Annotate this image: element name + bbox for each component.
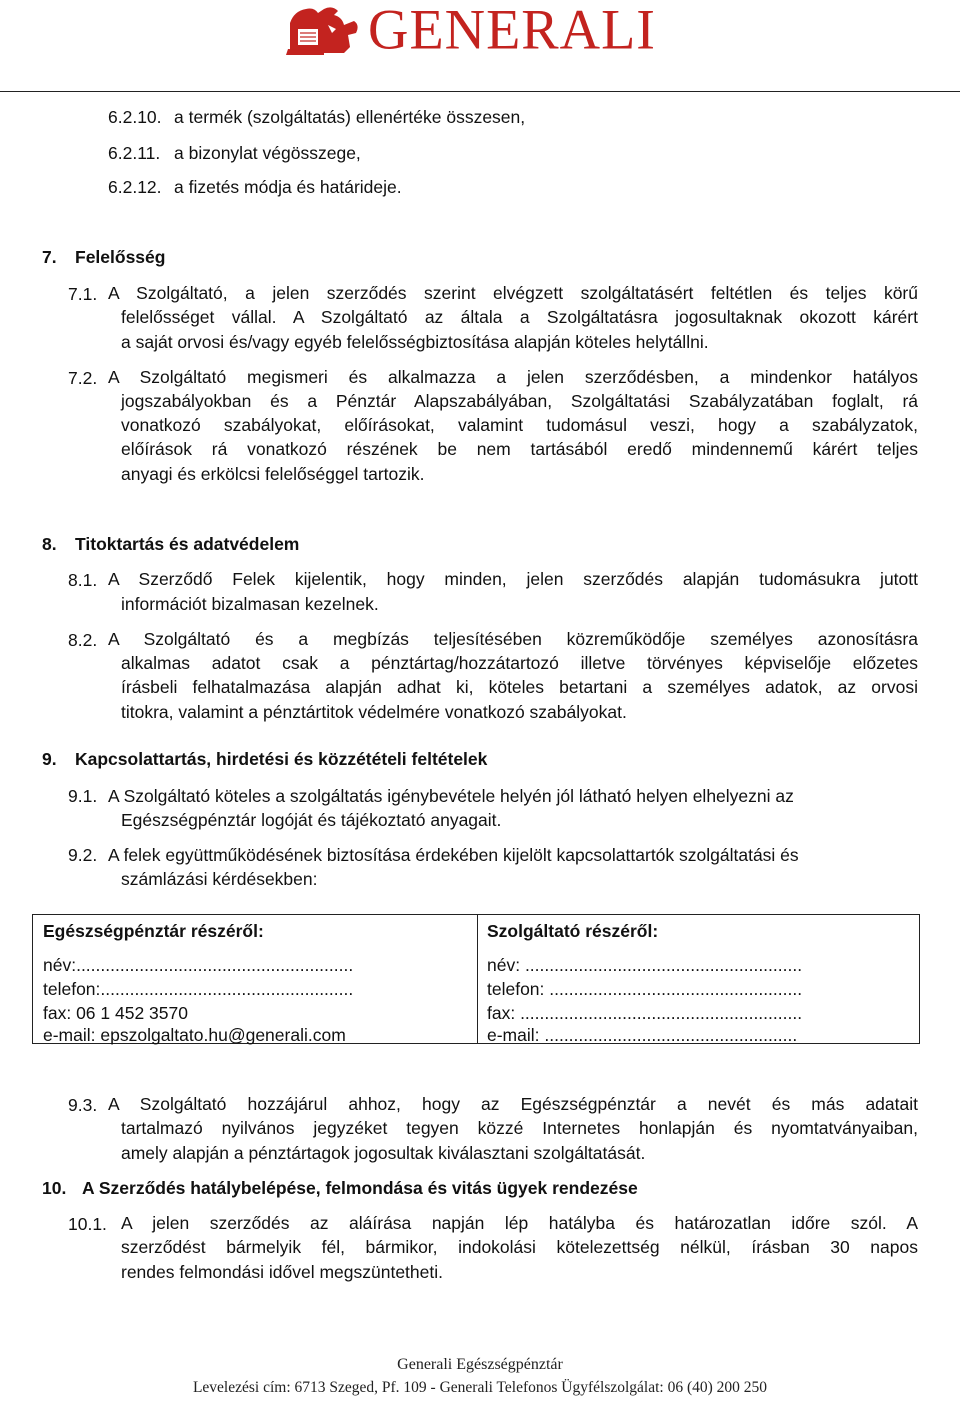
section-number: 10. [42,1178,67,1198]
paragraph-line: A Szolgáltató és a megbízás teljesítésében közreműködője személyes azonosításra [108,629,918,649]
logo-text: GENERALI [368,0,656,62]
paragraph-line: írásbeli felhatalmazása alapján adhat ki, köteles betartani a személyes adatok, az orvosi [121,677,918,697]
paragraph-line: előírások rá vonatkozó részének be nem tartásából eredő mindennemű kárért teljes [121,439,918,459]
paragraph-line: A Szolgáltató megismeri és alkalmazza a jelen szerződésben, a mindenkor hatályos [108,367,918,387]
paragraph-line: vonatkozó szabályokat, előírásokat, valamint tudomásul veszi, hogy a szabályzatok, [121,415,918,435]
header-rule [0,91,960,92]
paragraph-line: számlázási kérdésekben: [121,869,318,889]
page-header [0,0,960,92]
contact-table [32,914,920,1044]
paragraph-line: szerződést bármelyik fél, bármikor, indokolási kötelezettség nélkül, írásban 30 napos [121,1237,918,1257]
paragraph-line: A Szerződő Felek kijelentik, hogy minden, jelen szerződés alapján tudomásukra jutott [108,569,918,589]
paragraph-line: anyagi és erkölcsi felelőséggel tartozik. [121,464,425,484]
paragraph-line: titokra, valamint a pénztártitok védelmére vonatkozó szabályokat. [121,702,627,722]
list-item-num: 6.2.12. [108,177,162,197]
paragraph-number: 10.1. [68,1214,107,1234]
paragraph-number: 9.1. [68,786,98,806]
contact-left-title: Egészségpénztár részéről: [43,921,264,941]
list-item-text: a termék (szolgáltatás) ellenértéke összesen, [174,107,526,127]
paragraph-line: felelősséget vállal. A Szolgáltató az általa a Szolgáltatásra jogosultaknak okozott kárért [121,307,918,327]
section-title: Felelősség [75,247,166,267]
footer-address: Levelezési cím: 6713 Szeged, Pf. 109 - Generali Telefonos Ügyfélszolgálat: 06 (40) 200 250 [192,1379,768,1396]
list-item-text: a bizonylat végösszege, [174,143,361,163]
paragraph-line: A Szolgáltató, a jelen szerződés szerint elvégzett szolgáltatásért feltétlen és teljes körű [108,283,918,303]
paragraph-line: tartalmazó nyilvános jegyzéket tegyen közzé Internetes honlapján és nyomtatványaiban, [121,1118,918,1138]
paragraph-number: 9.2. [68,845,98,865]
section-title: A Szerződés hatálybelépése, felmondása és vitás ügyek rendezése [82,1178,638,1198]
paragraph-number: 7.2. [68,368,98,388]
paragraph-line: Egészségpénztár logóját és tájékoztató anyagait. [121,810,502,830]
contact-left-phone: telefon:.................................................... [43,979,354,999]
paragraph-line: A Szolgáltató hozzájárul ahhoz, hogy az Egészségpénztár a nevét és más adatait [108,1094,918,1114]
paragraph-line: A felek együttműködésének biztosítása érdekében kijelölt kapcsolattartók szolgáltatási és [108,845,799,865]
paragraph-line: rendes felmondási idővel megszüntetheti. [121,1262,443,1282]
generali-logo [284,0,656,62]
section-title: Titoktartás és adatvédelem [75,534,300,554]
paragraph-number: 8.2. [68,630,98,650]
paragraph-line: a saját orvosi és/vagy egyéb felelősségbiztosítása alapján köteles helytállni. [121,332,709,352]
paragraph-line: információt bizalmasan kezelnek. [121,594,379,614]
contact-right-email: e-mail: .................................................... [487,1025,798,1045]
contact-right-phone: telefon: .................................................... [487,979,803,999]
section-number: 9. [42,749,57,769]
paragraph-line: jogszabályokban és a Pénztár Alapszabályában, Szolgáltatási Szabályzatában foglalt, rá [121,391,918,411]
contact-right-title: Szolgáltató részéről: [487,921,659,941]
paragraph-number: 8.1. [68,570,98,590]
paragraph-line: A Szolgáltató köteles a szolgáltatás igénybevétele helyén jól látható helyen elhelyezni az [108,786,794,806]
section-number: 7. [42,247,57,267]
contact-left-name: név:......................................................... [43,955,354,975]
list-item-text: a fizetés módja és határideje. [174,177,402,197]
paragraph-line: amely alapján a pénztártagok jogosultak kiválasztani szolgáltatását. [121,1143,646,1163]
paragraph-line: A jelen szerződés az aláírása napján lép hatályba és határozatlan időre szól. A [121,1213,918,1233]
section-number: 8. [42,534,57,554]
contact-left-email: e-mail: epszolgaltato.hu@generali.com [43,1025,346,1045]
list-item-num: 6.2.10. [108,107,162,127]
contact-right-fax: fax: .......................................................... [487,1003,803,1023]
section-title: Kapcsolattartás, hirdetési és közzétételi feltételek [75,749,488,769]
footer-company: Generali Egészségpénztár [397,1356,563,1373]
paragraph-number: 9.3. [68,1095,98,1115]
table-divider [477,915,478,1043]
list-item-num: 6.2.11. [108,143,161,163]
paragraph-line: alkalmas adatot csak a pénztártag/hozzátartozó illetve törvényes képviselője előzetes [121,653,918,673]
paragraph-number: 7.1. [68,284,98,304]
lion-icon [284,3,362,57]
contact-left-fax: fax: 06 1 452 3570 [43,1003,188,1023]
contact-right-name: név: ......................................................... [487,955,803,975]
